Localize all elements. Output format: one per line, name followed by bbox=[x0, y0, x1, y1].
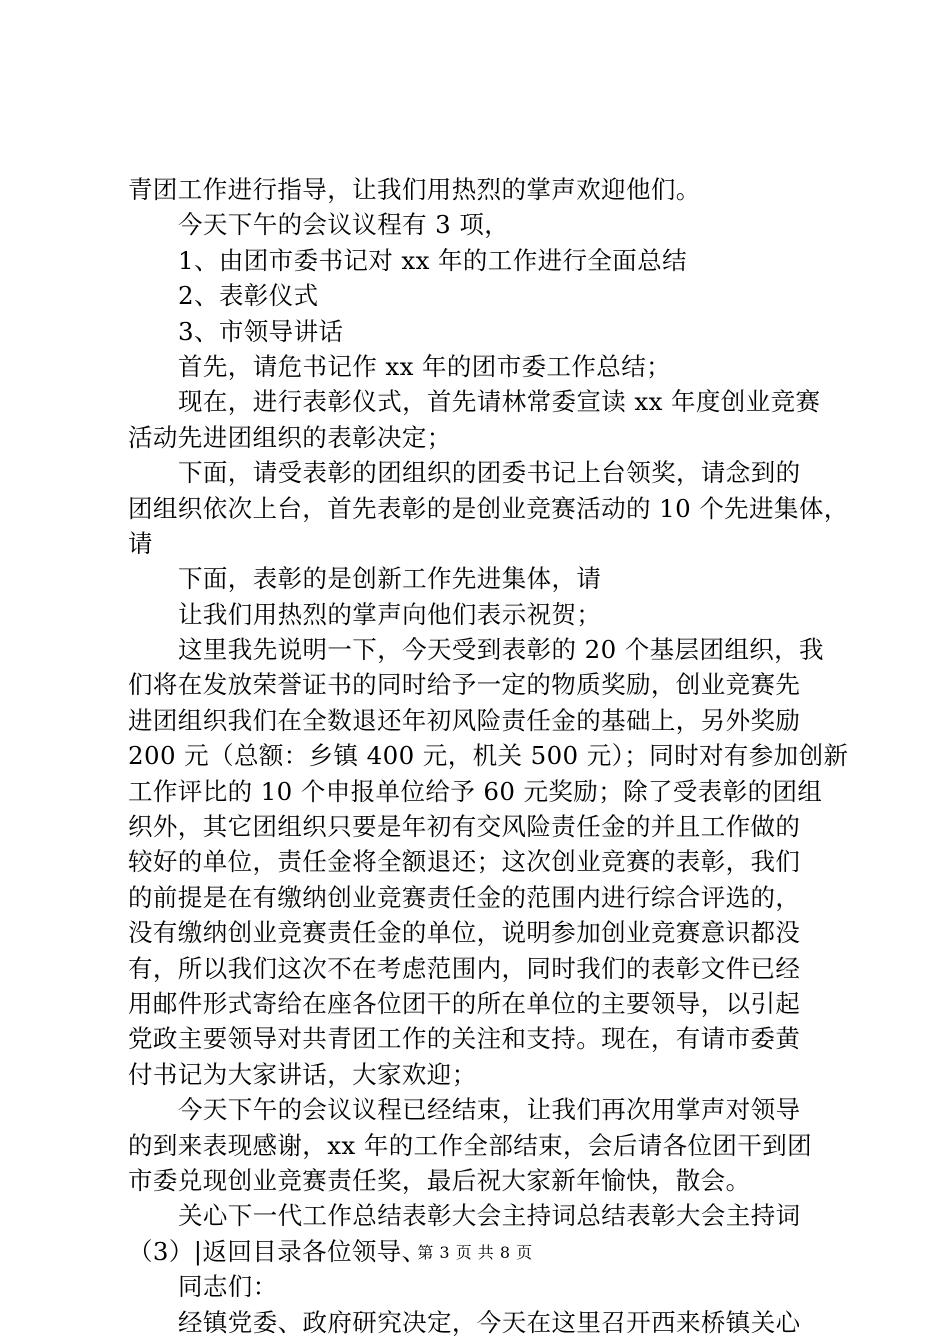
text-line: 200 元（总额：乡镇 400 元，机关 500 元）；同时对有参加创新 bbox=[128, 741, 849, 771]
text-line: 让我们用热烈的掌声向他们表示祝贺； bbox=[178, 599, 602, 629]
text-line: 今天下午的会议议程已经结束，让我们再次用掌声对领导 bbox=[178, 1095, 801, 1125]
text-line: 织外，其它团组织只要是年初有交风险责任金的并且工作做的 bbox=[128, 812, 801, 842]
text-line: 党政主要领导对共青团工作的关注和支持。现在，有请市委黄 bbox=[128, 1024, 801, 1054]
page-footer: 第 3 页 共 8 页 bbox=[417, 1243, 533, 1262]
text-line: （3）|返回目录各位领导、 bbox=[128, 1236, 427, 1266]
text-line: 下面，表彰的是创新工作先进集体，请 bbox=[178, 564, 602, 594]
text-line: 关心下一代工作总结表彰大会主持词总结表彰大会主持词 bbox=[178, 1201, 801, 1231]
text-line: 请 bbox=[128, 528, 153, 558]
text-line: 经镇党委、政府研究决定，今天在这里召开西来桥镇关心 bbox=[178, 1307, 801, 1337]
text-line: 的前提是在有缴纳创业竞赛责任金的范围内进行综合评选的， bbox=[128, 882, 801, 912]
text-line: 首先，请危书记作 xx 年的团市委工作总结； bbox=[178, 351, 672, 381]
text-line: 工作评比的 10 个申报单位给予 60 元奖励；除了受表彰的团组 bbox=[128, 776, 823, 806]
text-line: 活动先进团组织的表彰决定； bbox=[128, 422, 452, 452]
text-line: 进团组织我们在全数退还年初风险责任金的基础上，另外奖励 bbox=[128, 705, 801, 735]
text-line: 的到来表现感谢，xx 年的工作全部结束，会后请各位团干到团 bbox=[128, 1130, 813, 1160]
text-line: 付书记为大家讲话，大家欢迎； bbox=[128, 1059, 477, 1089]
text-line: 3、市领导讲话 bbox=[178, 316, 344, 346]
text-line: 青团工作进行指导，让我们用热烈的掌声欢迎他们。 bbox=[128, 175, 701, 204]
text-line: 市委兑现创业竞赛责任奖，最后祝大家新年愉快，散会。 bbox=[128, 1165, 751, 1195]
text-line: 没有缴纳创业竞赛责任金的单位，说明参加创业竞赛意识都没 bbox=[128, 918, 801, 948]
text-line: 同志们： bbox=[178, 1272, 278, 1302]
document-body bbox=[128, 172, 849, 1340]
text-line: 下面，请受表彰的团组织的团委书记上台领奖，请念到的 bbox=[178, 458, 801, 488]
text-line: 团组织依次上台，首先表彰的是创业竞赛活动的 10 个先进集体， bbox=[128, 493, 849, 523]
text-line: 今天下午的会议议程有 3 项， bbox=[178, 210, 510, 240]
text-line: 们将在发放荣誉证书的同时给予一定的物质奖励，创业竞赛先 bbox=[128, 670, 801, 700]
text-line: 1、由团市委书记对 xx 年的工作进行全面总结 bbox=[178, 245, 687, 275]
text-line: 用邮件形式寄给在座各位团干的所在单位的主要领导，以引起 bbox=[128, 988, 801, 1018]
text-line: 较好的单位，责任金将全额退还；这次创业竞赛的表彰，我们 bbox=[128, 847, 801, 877]
text-line: 现在，进行表彰仪式，首先请林常委宣读 xx 年度创业竞赛 bbox=[178, 387, 821, 417]
text-line: 2、表彰仪式 bbox=[178, 281, 319, 311]
text-line: 有，所以我们这次不在考虑范围内，同时我们的表彰文件已经 bbox=[128, 953, 801, 983]
text-line: 这里我先说明一下，今天受到表彰的 20 个基层团组织，我 bbox=[178, 635, 824, 665]
